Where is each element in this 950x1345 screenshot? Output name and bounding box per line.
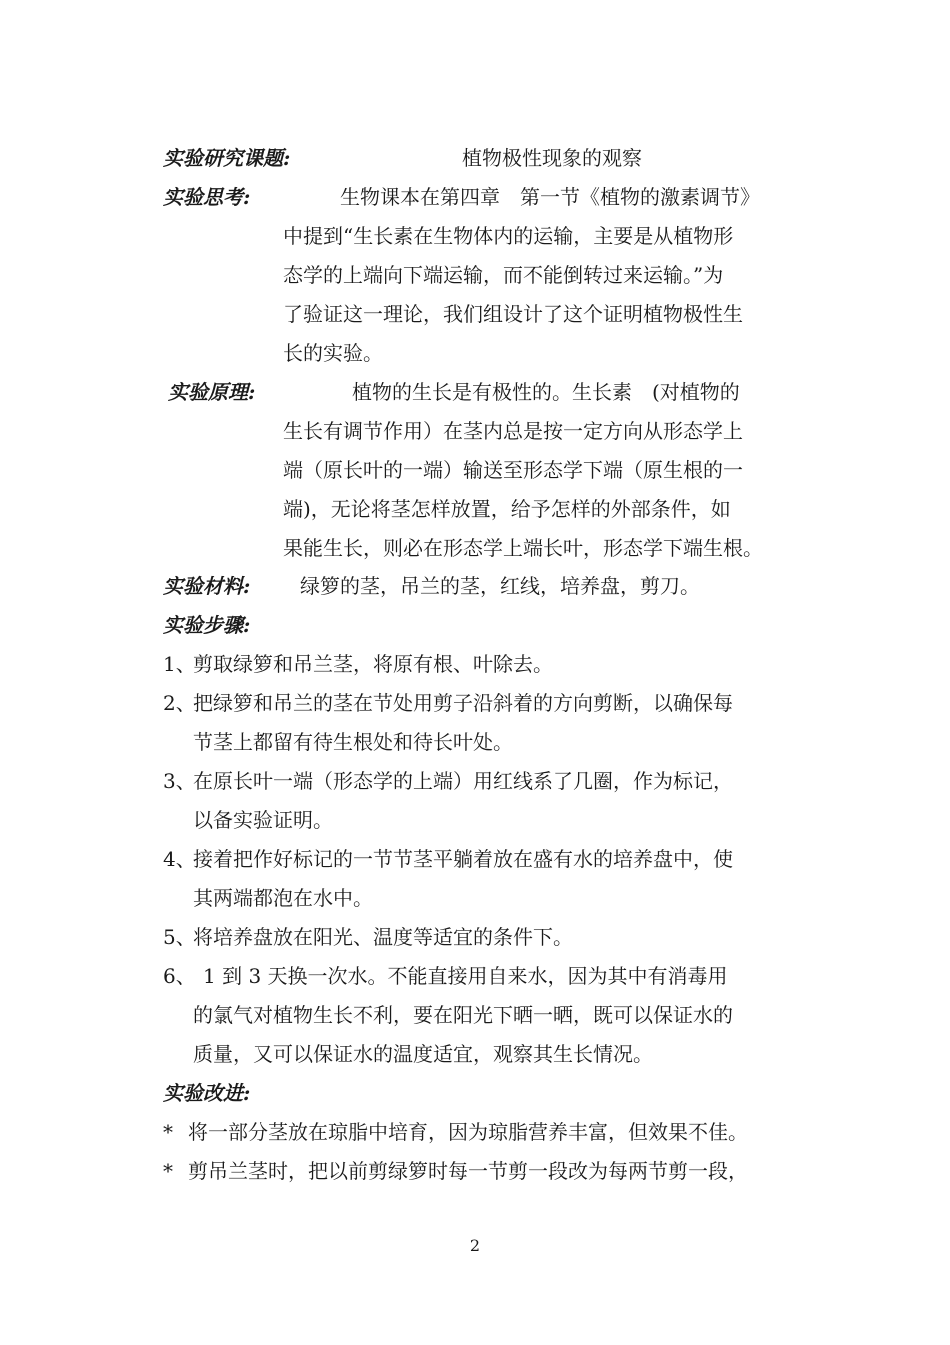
bullet-marker: * bbox=[163, 1120, 173, 1144]
thinking-line: 了验证这一理论，我们组设计了这个证明植物极性生 bbox=[283, 302, 743, 326]
improvement-text: 剪吊兰茎时，把以前剪绿箩时每一节剪一段改为每两节剪一段， bbox=[188, 1159, 748, 1183]
steps-label: 实验步骤: bbox=[163, 613, 251, 637]
improvement-text: 将一部分茎放在琼脂中培育，因为琼脂营养丰富，但效果不佳。 bbox=[188, 1120, 748, 1144]
thinking-line: 生物课本在第四章 第一节《植物的激素调节》 bbox=[340, 185, 760, 209]
principle-line: 果能生长，则必在形态学上端长叶，形态学下端生根。 bbox=[283, 536, 763, 560]
step-line: 将培养盘放在阳光、温度等适宜的条件下。 bbox=[193, 925, 573, 949]
principle-line: 端)，无论将茎怎样放置，给予怎样的外部条件，如 bbox=[283, 497, 731, 521]
materials-label: 实验材料: bbox=[163, 574, 251, 598]
principle-line: 植物的生长是有极性的。生长素 (对植物的 bbox=[352, 380, 740, 404]
step-line: 在原长叶一端（形态学的上端）用红线系了几圈，作为标记， bbox=[193, 769, 733, 793]
thinking-line: 态学的上端向下端运输，而不能倒转过来运输。”为 bbox=[283, 263, 724, 287]
step-line: 接着把作好标记的一节节茎平躺着放在盛有水的培养盘中，使 bbox=[193, 847, 733, 871]
step-line: 1 到 3 天换一次水。不能直接用自来水，因为其中有消毒用 bbox=[203, 964, 728, 988]
materials-text: 绿箩的茎，吊兰的茎，红线，培养盘，剪刀。 bbox=[300, 574, 700, 598]
step-number: 4、 bbox=[163, 847, 196, 871]
step-line: 节茎上都留有待生根处和待长叶处。 bbox=[193, 730, 513, 754]
principle-line: 生长有调节作用）在茎内总是按一定方向从形态学上 bbox=[283, 419, 743, 443]
step-line: 质量，又可以保证水的温度适宜，观察其生长情况。 bbox=[193, 1042, 653, 1066]
improvement-label: 实验改进: bbox=[163, 1081, 251, 1105]
page-number: 2 bbox=[469, 1236, 481, 1255]
step-line: 把绿箩和吊兰的茎在节处用剪子沿斜着的方向剪断，以确保每 bbox=[193, 691, 733, 715]
topic-title: 植物极性现象的观察 bbox=[462, 146, 642, 170]
bullet-marker: * bbox=[163, 1159, 173, 1183]
step-line: 其两端都泡在水中。 bbox=[193, 886, 373, 910]
step-line: 剪取绿箩和吊兰茎，将原有根、叶除去。 bbox=[193, 652, 553, 676]
step-number: 2、 bbox=[163, 691, 196, 715]
step-number: 5、 bbox=[163, 925, 196, 949]
step-number: 1、 bbox=[163, 652, 196, 676]
step-number: 3、 bbox=[163, 769, 196, 793]
step-line: 的氯气对植物生长不利，要在阳光下晒一晒，既可以保证水的 bbox=[193, 1003, 733, 1027]
principle-label: 实验原理: bbox=[168, 380, 256, 404]
principle-line: 端（原长叶的一端）输送至形态学下端（原生根的一 bbox=[283, 458, 743, 482]
thinking-line: 长的实验。 bbox=[283, 341, 383, 365]
step-number: 6、 bbox=[163, 964, 196, 988]
thinking-label: 实验思考: bbox=[163, 185, 251, 209]
thinking-line: 中提到“生长素在生物体内的运输，主要是从植物形 bbox=[283, 224, 734, 248]
step-line: 以备实验证明。 bbox=[193, 808, 333, 832]
topic-label: 实验研究课题: bbox=[163, 146, 291, 170]
